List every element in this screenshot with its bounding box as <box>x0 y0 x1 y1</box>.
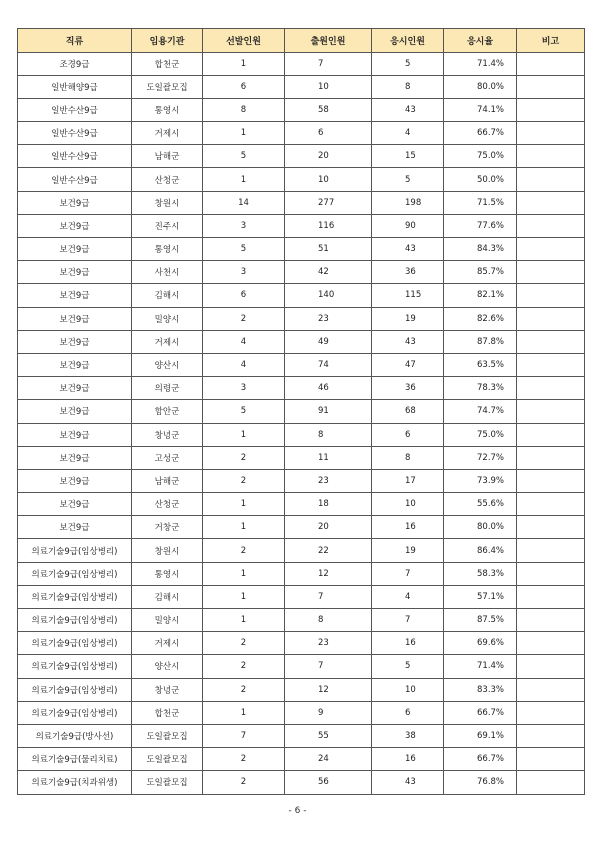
cell-applicant-count: 20 <box>285 516 372 539</box>
cell-agency: 산청군 <box>132 493 203 516</box>
header-job-category: 직류 <box>18 29 132 53</box>
cell-applicant-count: 8 <box>285 423 372 446</box>
cell-agency: 진주시 <box>132 214 203 237</box>
table-row <box>18 191 585 214</box>
cell-applicant-count: 9 <box>285 701 372 724</box>
cell-examinee-count: 47 <box>372 353 444 376</box>
header-agency: 임용기관 <box>132 29 203 53</box>
cell-agency: 통영시 <box>132 98 203 121</box>
cell-job-category: 의료기술9급(방사선) <box>18 724 132 747</box>
cell-selection-count: 2 <box>203 469 285 492</box>
table-row <box>18 122 585 145</box>
table-row <box>18 562 585 585</box>
cell-job-category: 보건9급 <box>18 516 132 539</box>
cell-exam-rate: 71.4% <box>444 655 517 678</box>
cell-examinee-count: 10 <box>372 493 444 516</box>
cell-remarks <box>517 701 585 724</box>
table-row <box>18 632 585 655</box>
cell-examinee-count: 68 <box>372 400 444 423</box>
cell-job-category: 보건9급 <box>18 446 132 469</box>
cell-exam-rate: 74.1% <box>444 98 517 121</box>
cell-selection-count: 5 <box>203 400 285 423</box>
cell-agency: 창원시 <box>132 191 203 214</box>
cell-examinee-count: 7 <box>372 562 444 585</box>
table-row <box>18 98 585 121</box>
cell-examinee-count: 36 <box>372 261 444 284</box>
cell-examinee-count: 16 <box>372 632 444 655</box>
cell-job-category: 일반수산9급 <box>18 122 132 145</box>
cell-selection-count: 14 <box>203 191 285 214</box>
cell-remarks <box>517 238 585 261</box>
cell-applicant-count: 8 <box>285 609 372 632</box>
table-body <box>18 52 585 794</box>
cell-exam-rate: 66.7% <box>444 122 517 145</box>
cell-selection-count: 1 <box>203 493 285 516</box>
cell-agency: 고성군 <box>132 446 203 469</box>
cell-applicant-count: 7 <box>285 585 372 608</box>
cell-applicant-count: 46 <box>285 377 372 400</box>
cell-agency: 합천군 <box>132 701 203 724</box>
cell-applicant-count: 58 <box>285 98 372 121</box>
cell-applicant-count: 23 <box>285 632 372 655</box>
cell-selection-count: 2 <box>203 678 285 701</box>
cell-agency: 창원시 <box>132 539 203 562</box>
cell-selection-count: 6 <box>203 75 285 98</box>
table-row <box>18 469 585 492</box>
cell-remarks <box>517 585 585 608</box>
cell-exam-rate: 84.3% <box>444 238 517 261</box>
cell-applicant-count: 12 <box>285 678 372 701</box>
cell-exam-rate: 76.8% <box>444 771 517 794</box>
cell-applicant-count: 51 <box>285 238 372 261</box>
cell-agency: 창녕군 <box>132 423 203 446</box>
cell-selection-count: 2 <box>203 655 285 678</box>
cell-job-category: 의료기술9급(임상병리) <box>18 632 132 655</box>
cell-remarks <box>517 377 585 400</box>
cell-examinee-count: 16 <box>372 748 444 771</box>
cell-remarks <box>517 609 585 632</box>
cell-remarks <box>517 261 585 284</box>
cell-job-category: 보건9급 <box>18 377 132 400</box>
cell-job-category: 의료기술9급(임상병리) <box>18 655 132 678</box>
cell-job-category: 일반수산9급 <box>18 145 132 168</box>
table-row <box>18 423 585 446</box>
cell-selection-count: 1 <box>203 52 285 75</box>
cell-remarks <box>517 678 585 701</box>
cell-exam-rate: 55.6% <box>444 493 517 516</box>
table-row <box>18 655 585 678</box>
cell-remarks <box>517 724 585 747</box>
table-row <box>18 330 585 353</box>
cell-agency: 밀양시 <box>132 609 203 632</box>
cell-selection-count: 2 <box>203 771 285 794</box>
cell-remarks <box>517 423 585 446</box>
cell-selection-count: 2 <box>203 307 285 330</box>
cell-remarks <box>517 493 585 516</box>
cell-exam-rate: 73.9% <box>444 469 517 492</box>
cell-examinee-count: 17 <box>372 469 444 492</box>
cell-selection-count: 1 <box>203 516 285 539</box>
cell-examinee-count: 8 <box>372 446 444 469</box>
cell-examinee-count: 6 <box>372 701 444 724</box>
cell-job-category: 보건9급 <box>18 214 132 237</box>
cell-job-category: 의료기술9급(임상병리) <box>18 609 132 632</box>
cell-examinee-count: 7 <box>372 609 444 632</box>
cell-examinee-count: 43 <box>372 330 444 353</box>
table-row <box>18 771 585 794</box>
cell-selection-count: 5 <box>203 145 285 168</box>
cell-examinee-count: 19 <box>372 539 444 562</box>
cell-exam-rate: 71.4% <box>444 52 517 75</box>
cell-agency: 통영시 <box>132 562 203 585</box>
cell-selection-count: 1 <box>203 423 285 446</box>
cell-job-category: 의료기술9급(임상병리) <box>18 562 132 585</box>
cell-applicant-count: 140 <box>285 284 372 307</box>
cell-job-category: 보건9급 <box>18 238 132 261</box>
cell-remarks <box>517 562 585 585</box>
cell-exam-rate: 86.4% <box>444 539 517 562</box>
cell-exam-rate: 82.6% <box>444 307 517 330</box>
cell-examinee-count: 90 <box>372 214 444 237</box>
cell-remarks <box>517 446 585 469</box>
cell-job-category: 일반수산9급 <box>18 98 132 121</box>
cell-agency: 도일괄모집 <box>132 771 203 794</box>
header-remarks: 비고 <box>517 29 585 53</box>
cell-examinee-count: 5 <box>372 168 444 191</box>
cell-selection-count: 3 <box>203 214 285 237</box>
cell-remarks <box>517 469 585 492</box>
cell-exam-rate: 69.6% <box>444 632 517 655</box>
cell-agency: 합천군 <box>132 52 203 75</box>
cell-examinee-count: 5 <box>372 52 444 75</box>
cell-agency: 도일괄모집 <box>132 724 203 747</box>
cell-examinee-count: 5 <box>372 655 444 678</box>
cell-applicant-count: 20 <box>285 145 372 168</box>
table-row <box>18 52 585 75</box>
cell-job-category: 보건9급 <box>18 493 132 516</box>
cell-selection-count: 3 <box>203 377 285 400</box>
cell-job-category: 보건9급 <box>18 261 132 284</box>
cell-job-category: 보건9급 <box>18 469 132 492</box>
cell-job-category: 의료기술9급(임상병리) <box>18 539 132 562</box>
cell-applicant-count: 74 <box>285 353 372 376</box>
cell-exam-rate: 63.5% <box>444 353 517 376</box>
cell-examinee-count: 4 <box>372 585 444 608</box>
cell-applicant-count: 10 <box>285 75 372 98</box>
cell-remarks <box>517 98 585 121</box>
cell-agency: 양산시 <box>132 353 203 376</box>
cell-job-category: 보건9급 <box>18 330 132 353</box>
cell-applicant-count: 91 <box>285 400 372 423</box>
cell-job-category: 일반해양9급 <box>18 75 132 98</box>
cell-agency: 김해시 <box>132 284 203 307</box>
cell-selection-count: 1 <box>203 609 285 632</box>
cell-exam-rate: 75.0% <box>444 145 517 168</box>
cell-exam-rate: 66.7% <box>444 701 517 724</box>
cell-remarks <box>517 516 585 539</box>
cell-remarks <box>517 632 585 655</box>
cell-job-category: 보건9급 <box>18 400 132 423</box>
cell-selection-count: 7 <box>203 724 285 747</box>
cell-selection-count: 1 <box>203 562 285 585</box>
cell-applicant-count: 42 <box>285 261 372 284</box>
cell-selection-count: 4 <box>203 353 285 376</box>
cell-exam-rate: 72.7% <box>444 446 517 469</box>
cell-applicant-count: 6 <box>285 122 372 145</box>
table-row <box>18 516 585 539</box>
cell-agency: 양산시 <box>132 655 203 678</box>
cell-selection-count: 2 <box>203 632 285 655</box>
cell-remarks <box>517 307 585 330</box>
table-row <box>18 377 585 400</box>
header-applicant-count: 출원인원 <box>285 29 372 53</box>
table-row <box>18 748 585 771</box>
cell-agency: 남해군 <box>132 469 203 492</box>
cell-exam-rate: 80.0% <box>444 75 517 98</box>
cell-remarks <box>517 748 585 771</box>
cell-remarks <box>517 771 585 794</box>
cell-exam-rate: 66.7% <box>444 748 517 771</box>
cell-remarks <box>517 52 585 75</box>
cell-selection-count: 1 <box>203 168 285 191</box>
cell-job-category: 일반수산9급 <box>18 168 132 191</box>
cell-exam-rate: 58.3% <box>444 562 517 585</box>
cell-agency: 거제시 <box>132 122 203 145</box>
table-row <box>18 284 585 307</box>
cell-applicant-count: 7 <box>285 655 372 678</box>
table-row <box>18 539 585 562</box>
cell-agency: 산청군 <box>132 168 203 191</box>
header-exam-rate: 응시율 <box>444 29 517 53</box>
cell-examinee-count: 115 <box>372 284 444 307</box>
cell-agency: 밀양시 <box>132 307 203 330</box>
cell-selection-count: 6 <box>203 284 285 307</box>
cell-exam-rate: 80.0% <box>444 516 517 539</box>
cell-agency: 거창군 <box>132 516 203 539</box>
table-row <box>18 168 585 191</box>
cell-remarks <box>517 75 585 98</box>
page-number: - 6 - <box>288 806 307 816</box>
cell-applicant-count: 56 <box>285 771 372 794</box>
cell-exam-rate: 75.0% <box>444 423 517 446</box>
cell-job-category: 보건9급 <box>18 353 132 376</box>
cell-applicant-count: 24 <box>285 748 372 771</box>
cell-selection-count: 2 <box>203 539 285 562</box>
table-row <box>18 238 585 261</box>
cell-exam-rate: 87.8% <box>444 330 517 353</box>
table-row <box>18 493 585 516</box>
cell-exam-rate: 57.1% <box>444 585 517 608</box>
cell-applicant-count: 18 <box>285 493 372 516</box>
cell-remarks <box>517 214 585 237</box>
cell-remarks <box>517 168 585 191</box>
cell-agency: 함안군 <box>132 400 203 423</box>
cell-selection-count: 4 <box>203 330 285 353</box>
table-row <box>18 724 585 747</box>
cell-remarks <box>517 353 585 376</box>
cell-applicant-count: 23 <box>285 307 372 330</box>
cell-applicant-count: 10 <box>285 168 372 191</box>
cell-agency: 남해군 <box>132 145 203 168</box>
cell-selection-count: 2 <box>203 748 285 771</box>
cell-selection-count: 3 <box>203 261 285 284</box>
cell-agency: 통영시 <box>132 238 203 261</box>
cell-applicant-count: 116 <box>285 214 372 237</box>
table-row <box>18 145 585 168</box>
table-row <box>18 400 585 423</box>
cell-exam-rate: 50.0% <box>444 168 517 191</box>
cell-examinee-count: 198 <box>372 191 444 214</box>
cell-examinee-count: 8 <box>372 75 444 98</box>
table-row <box>18 678 585 701</box>
cell-exam-rate: 85.7% <box>444 261 517 284</box>
table-row <box>18 75 585 98</box>
header-selection-count: 선발인원 <box>203 29 285 53</box>
cell-exam-rate: 82.1% <box>444 284 517 307</box>
cell-applicant-count: 49 <box>285 330 372 353</box>
cell-applicant-count: 12 <box>285 562 372 585</box>
cell-remarks <box>517 330 585 353</box>
cell-exam-rate: 71.5% <box>444 191 517 214</box>
cell-remarks <box>517 191 585 214</box>
cell-job-category: 보건9급 <box>18 284 132 307</box>
cell-examinee-count: 19 <box>372 307 444 330</box>
table-row <box>18 214 585 237</box>
cell-job-category: 의료기술9급(물리치료) <box>18 748 132 771</box>
cell-examinee-count: 38 <box>372 724 444 747</box>
table-header-row <box>18 29 585 53</box>
cell-agency: 창녕군 <box>132 678 203 701</box>
cell-examinee-count: 43 <box>372 238 444 261</box>
cell-exam-rate: 74.7% <box>444 400 517 423</box>
cell-examinee-count: 15 <box>372 145 444 168</box>
cell-remarks <box>517 145 585 168</box>
cell-examinee-count: 36 <box>372 377 444 400</box>
cell-agency: 사천시 <box>132 261 203 284</box>
cell-exam-rate: 69.1% <box>444 724 517 747</box>
table-row <box>18 701 585 724</box>
cell-job-category: 조경9급 <box>18 52 132 75</box>
cell-job-category: 보건9급 <box>18 191 132 214</box>
cell-agency: 김해시 <box>132 585 203 608</box>
cell-agency: 도일괄모집 <box>132 75 203 98</box>
cell-applicant-count: 22 <box>285 539 372 562</box>
cell-remarks <box>517 655 585 678</box>
cell-job-category: 의료기술9급(임상병리) <box>18 701 132 724</box>
table-row <box>18 446 585 469</box>
cell-job-category: 의료기술9급(임상병리) <box>18 678 132 701</box>
table-row <box>18 609 585 632</box>
cell-selection-count: 1 <box>203 701 285 724</box>
cell-exam-rate: 87.5% <box>444 609 517 632</box>
cell-selection-count: 1 <box>203 122 285 145</box>
cell-applicant-count: 55 <box>285 724 372 747</box>
cell-applicant-count: 23 <box>285 469 372 492</box>
cell-applicant-count: 11 <box>285 446 372 469</box>
table-row <box>18 261 585 284</box>
cell-remarks <box>517 122 585 145</box>
cell-exam-rate: 78.3% <box>444 377 517 400</box>
cell-agency: 거제시 <box>132 632 203 655</box>
cell-job-category: 보건9급 <box>18 307 132 330</box>
cell-remarks <box>517 539 585 562</box>
cell-exam-rate: 77.6% <box>444 214 517 237</box>
cell-applicant-count: 277 <box>285 191 372 214</box>
cell-examinee-count: 10 <box>372 678 444 701</box>
cell-agency: 의령군 <box>132 377 203 400</box>
cell-examinee-count: 16 <box>372 516 444 539</box>
cell-job-category: 보건9급 <box>18 423 132 446</box>
table-row <box>18 353 585 376</box>
table-row <box>18 307 585 330</box>
cell-selection-count: 1 <box>203 585 285 608</box>
cell-exam-rate: 83.3% <box>444 678 517 701</box>
cell-selection-count: 2 <box>203 446 285 469</box>
recruitment-table <box>17 28 585 795</box>
cell-remarks <box>517 284 585 307</box>
cell-examinee-count: 4 <box>372 122 444 145</box>
cell-job-category: 의료기술9급(임상병리) <box>18 585 132 608</box>
cell-remarks <box>517 400 585 423</box>
table-row <box>18 585 585 608</box>
cell-examinee-count: 43 <box>372 771 444 794</box>
header-examinee-count: 응시인원 <box>372 29 444 53</box>
cell-selection-count: 5 <box>203 238 285 261</box>
cell-agency: 도일괄모집 <box>132 748 203 771</box>
cell-agency: 거제시 <box>132 330 203 353</box>
cell-applicant-count: 7 <box>285 52 372 75</box>
cell-examinee-count: 43 <box>372 98 444 121</box>
cell-job-category: 의료기술9급(치과위생) <box>18 771 132 794</box>
cell-examinee-count: 6 <box>372 423 444 446</box>
cell-selection-count: 8 <box>203 98 285 121</box>
